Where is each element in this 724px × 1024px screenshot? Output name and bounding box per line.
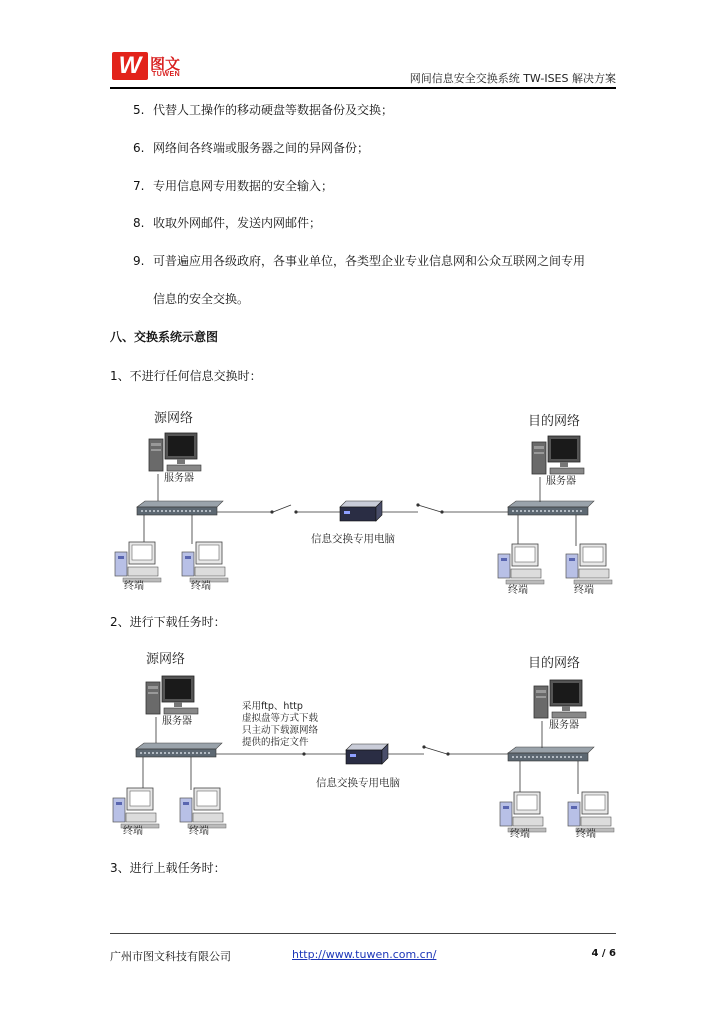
subsection-heading-1: 1、不进行任何信息交换时：: [110, 369, 262, 383]
exchange-computer-icon: [346, 744, 388, 764]
source-server-label: 服务器: [162, 716, 192, 727]
list-number: 5.: [133, 103, 145, 117]
list-item: [133, 139, 369, 156]
footer-divider: [110, 933, 616, 934]
header-divider: [110, 87, 616, 89]
exchange-computer-label: 信息交换专用电脑: [316, 777, 400, 789]
dest-switch-icon: [508, 501, 594, 515]
logo-mark: W: [118, 52, 142, 79]
download-note: [242, 700, 321, 748]
dest-terminal-label: 终端: [510, 829, 530, 840]
source-switch-icon: [136, 743, 222, 757]
list-item: [133, 252, 585, 269]
subsection-heading-2: 2、进行下载任务时：: [110, 615, 226, 629]
source-terminal-label: 终端: [124, 581, 144, 592]
download-note-line: 采用ftp、http: [242, 701, 303, 712]
logo-text-cn: 图文: [150, 55, 181, 73]
list-text: 收取外网邮件，发送内网邮件；: [153, 216, 322, 230]
dest-switch-icon: [508, 747, 594, 761]
source-terminal-icon: [115, 542, 161, 582]
list-number: 6.: [133, 141, 145, 155]
list-item: [133, 214, 321, 231]
subsection-heading-3: 3、进行上载任务时：: [110, 861, 226, 875]
header-title: 网间信息安全交换系统 TW-ISES 解决方案: [409, 72, 616, 85]
source-terminal-icon: [180, 788, 226, 828]
list-item: [133, 177, 333, 194]
dest-server-icon: [532, 436, 584, 474]
dest-network-label: 目的网络: [528, 656, 581, 671]
download-note-line: 虚拟盘等方式下载: [242, 713, 319, 724]
source-network-label: 源网络: [146, 652, 186, 667]
list-text: 专用信息网专用数据的安全输入；: [153, 179, 334, 193]
dest-terminal-icon: [498, 544, 544, 584]
source-terminal-label: 终端: [123, 826, 143, 837]
download-note-line: 提供的指定文件: [242, 737, 309, 748]
download-note-line: 只主动下载源网络: [242, 725, 319, 736]
dest-terminal-icon: [500, 792, 546, 832]
source-terminal-label: 终端: [189, 826, 209, 837]
list-text: 网络间各终端或服务器之间的异网备份；: [153, 141, 370, 155]
dest-server-label: 服务器: [549, 720, 579, 731]
source-switch-icon: [137, 501, 223, 515]
section-title: 八、交换系统示意图: [110, 330, 219, 344]
source-server-icon: [149, 433, 201, 471]
list-number: 7.: [133, 179, 145, 193]
exchange-computer-label: 信息交换专用电脑: [311, 533, 395, 545]
dest-network-label: 目的网络: [528, 414, 581, 429]
source-network-label: 源网络: [154, 411, 194, 426]
dest-server-icon: [534, 680, 586, 718]
dest-terminal-label: 终端: [576, 829, 596, 840]
list-number: 9.: [133, 254, 145, 268]
dest-terminal-label: 终端: [574, 585, 594, 596]
page-number: 4 / 6: [591, 948, 616, 959]
source-server-label: 服务器: [164, 473, 194, 484]
list-item: [133, 101, 393, 118]
logo-text-en: TUWEN: [152, 71, 181, 78]
list-text: 可普遍应用各级政府，各事业单位，各类型企业专业信息网和公众互联网之间专用: [153, 254, 586, 268]
dest-terminal-label: 终端: [508, 585, 528, 596]
list-text: 代替人工操作的移动硬盘等数据备份及交换；: [153, 103, 394, 117]
dest-server-label: 服务器: [546, 476, 576, 487]
source-terminal-icon: [113, 788, 159, 828]
diagram-download: [100, 644, 630, 844]
exchange-computer-icon: [340, 501, 382, 521]
diagram-no-exchange: [100, 398, 630, 608]
footer-website-link[interactable]: http://www.tuwen.com.cn/: [292, 948, 437, 961]
dest-terminal-icon: [566, 544, 612, 584]
source-server-icon: [146, 676, 198, 714]
list-number: 8.: [133, 216, 145, 230]
source-terminal-label: 终端: [191, 581, 211, 592]
list-continuation: 信息的安全交换。: [153, 292, 250, 306]
source-terminal-icon: [182, 542, 228, 582]
footer-company: 广州市图文科技有限公司: [110, 950, 231, 963]
dest-terminal-icon: [568, 792, 614, 832]
